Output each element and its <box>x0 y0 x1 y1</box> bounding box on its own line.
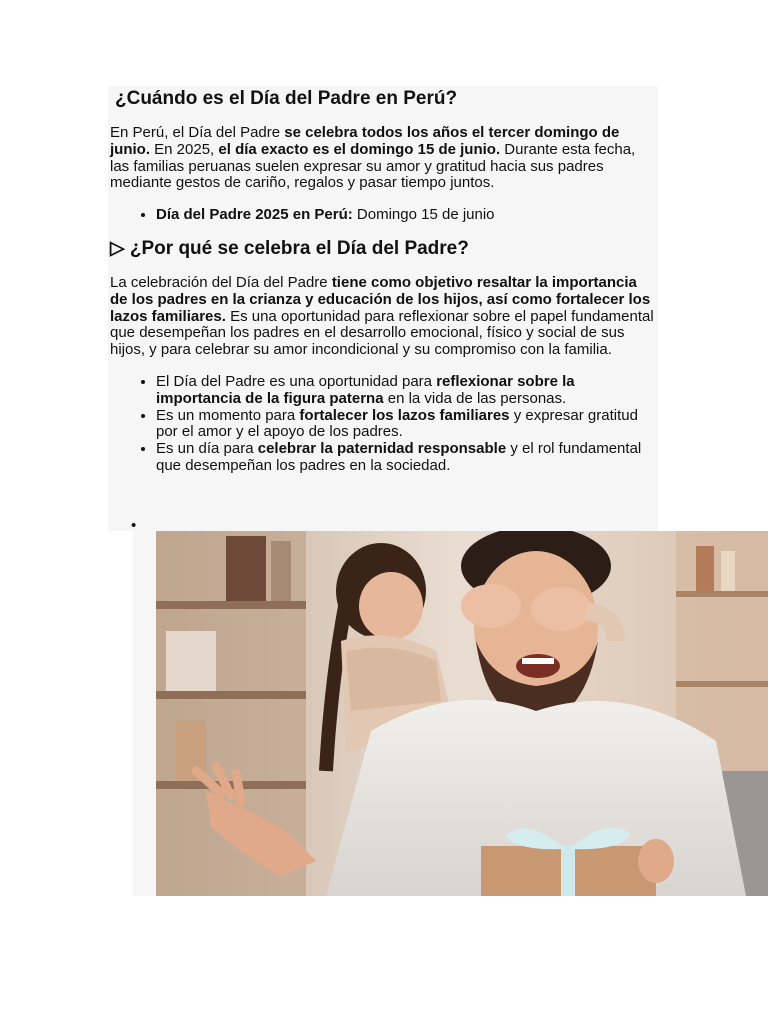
list-item-run: celebrar la paternidad responsable <box>257 440 507 458</box>
paragraph-run: el día exacto es el domingo 15 de junio. <box>218 140 501 158</box>
list-item-run: fortalecer los lazos familiares <box>299 406 510 424</box>
list-item-run: Es un día para <box>156 440 258 458</box>
list-item <box>156 408 658 442</box>
section-heading-por-que: ▷ ¿Por qué se celebra el Día del Padre? <box>110 237 469 259</box>
paragraph-run: Es una oportunidad para reflexionar sobre el papel fundamental que desempeñan los padres en el desarrollo emocional, físico y social de sus hijos, y para celebrar su amor incondicional y su compromiso con la familia. <box>110 307 654 359</box>
list-item <box>156 374 658 408</box>
image-list-bullet: • <box>131 517 137 534</box>
section-heading-cuando: ¿Cuándo es el Día del Padre en Perú? <box>115 88 458 109</box>
list-item-run: y expresar gratitud por el amor y el apoyo de los padres. <box>156 406 638 441</box>
paragraph-run: se celebra todos los años el tercer domingo de junio. <box>110 124 620 158</box>
list-item-run: Domingo 15 de junio <box>352 206 495 224</box>
bullet-list-por-que <box>110 374 658 475</box>
paragraph-run: En 2025, <box>150 140 219 158</box>
list-item <box>156 441 658 475</box>
section-paragraph-cuando <box>110 125 658 192</box>
list-item-run: El Día del Padre es una oportunidad para <box>156 372 437 390</box>
paragraph-run: La celebración del Día del Padre <box>110 273 332 291</box>
article-content <box>110 86 658 475</box>
content-panel-strip <box>133 531 156 896</box>
list-item-run: Día del Padre 2025 en Perú: <box>156 206 353 224</box>
paragraph-run: Durante esta fecha, las familias peruanas suelen expresar su amor y gratitud hacia sus padres mediante gestos de cariño, regalos y pasar tiempo juntos. <box>110 140 636 192</box>
paragraph-run: En Perú, el Día del Padre <box>110 124 285 141</box>
list-item-run: en la vida de las personas. <box>383 389 567 407</box>
list-item-run: reflexionar sobre la importancia de la figura paterna <box>156 372 575 407</box>
list-item-run: y el rol fundamental que desempeñan los padres en la sociedad. <box>156 440 642 474</box>
bullet-list-cuando <box>110 207 658 224</box>
paragraph-run: tiene como objetivo resaltar la importancia de los padres en la crianza y educación de los hijos, así como fortalecer los lazos familiares. <box>110 273 651 325</box>
father-daughter-gift-photo <box>156 531 768 896</box>
list-item <box>156 207 658 224</box>
list-item-run: Es un momento para <box>156 406 300 424</box>
section-paragraph-por-que <box>110 275 658 359</box>
